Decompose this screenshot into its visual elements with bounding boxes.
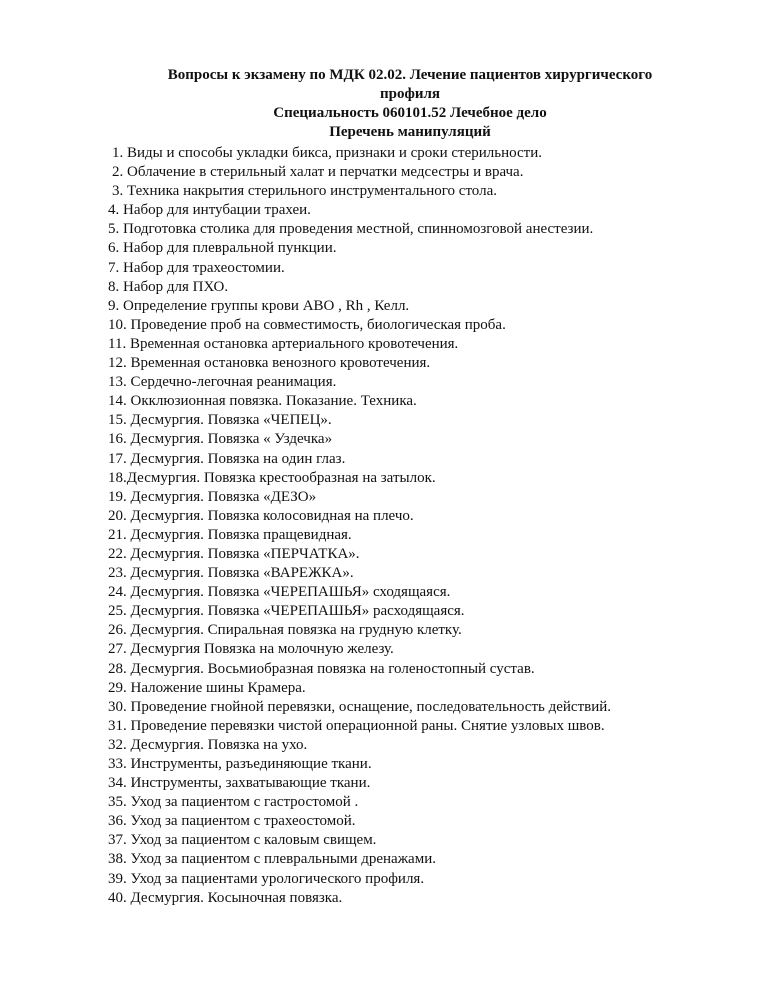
list-item: 7. Набор для трахеостомии. bbox=[108, 259, 285, 276]
list-item: 10. Проведение проб на совместимость, биологическая проба. bbox=[108, 316, 506, 333]
list-item: 28. Десмургия. Восьмиобразная повязка на голеностопный сустав. bbox=[108, 660, 535, 677]
list-item: 30. Проведение гнойной перевязки, оснащение, последовательность действий. bbox=[108, 698, 612, 715]
list-item: 34. Инструменты, захватывающие ткани. bbox=[108, 775, 371, 792]
list-item: 36. Уход за пациентом с трахеостомой. bbox=[108, 813, 356, 830]
list-item: 24. Десмургия. Повязка «ЧЕРЕПАШЬЯ» сходящаяся. bbox=[108, 584, 451, 601]
list-item: 25. Десмургия. Повязка «ЧЕРЕПАШЬЯ» расходящаяся. bbox=[108, 603, 465, 620]
list-item: 16. Десмургия. Повязка « Уздечка» bbox=[108, 431, 333, 448]
manipulations-list bbox=[108, 144, 728, 908]
list-item: 35. Уход за пациентом с гастростомой . bbox=[108, 794, 359, 811]
list-item: 22. Десмургия. Повязка «ПЕРЧАТКА». bbox=[108, 545, 360, 562]
list-item: 15. Десмургия. Повязка «ЧЕПЕЦ». bbox=[108, 412, 332, 429]
list-item: 26. Десмургия. Спиральная повязка на грудную клетку. bbox=[108, 622, 462, 639]
list-item: 6. Набор для плевральной пункции. bbox=[108, 240, 337, 257]
list-item: 9. Определение группы крови АВО , Rh , Келл. bbox=[108, 297, 410, 314]
list-item: 23. Десмургия. Повязка «ВАРЕЖКА». bbox=[108, 565, 354, 582]
list-item: 39. Уход за пациентами урологического профиля. bbox=[108, 870, 425, 887]
list-item: 17. Десмургия. Повязка на один глаз. bbox=[108, 450, 346, 467]
list-item: 27. Десмургия Повязка на молочную железу. bbox=[108, 641, 394, 658]
list-item: 20. Десмургия. Повязка колосовидная на плечо. bbox=[108, 507, 414, 524]
list-item: 3. Техника накрытия стерильного инструментального стола. bbox=[112, 183, 497, 200]
list-item: 13. Сердечно-легочная реанимация. bbox=[108, 374, 337, 391]
list-item: 32. Десмургия. Повязка на ухо. bbox=[108, 736, 308, 753]
list-item: 5. Подготовка столика для проведения местной, спинномозговой анестезии. bbox=[108, 221, 594, 238]
header-list-title: Перечень манипуляций bbox=[329, 124, 491, 140]
list-item: 1. Виды и способы укладки бикса, признаки и сроки стерильности. bbox=[112, 145, 542, 161]
list-item: 38. Уход за пациентом с плевральными дренажами. bbox=[108, 851, 436, 868]
document-header bbox=[110, 66, 710, 142]
list-item: 33. Инструменты, разъединяющие ткани. bbox=[108, 756, 372, 772]
list-item: 2. Облачение в стерильный халат и перчатки медсестры и врача. bbox=[112, 164, 524, 181]
list-item: 18.Десмургия. Повязка крестообразная на затылок. bbox=[108, 469, 436, 486]
list-item: 14. Окклюзионная повязка. Показание. Техника. bbox=[108, 393, 417, 410]
header-title-line1: Вопросы к экзамену по МДК 02.02. Лечение пациентов хирургического bbox=[167, 67, 653, 83]
list-item: 11. Временная остановка артериального кровотечения. bbox=[108, 335, 459, 352]
list-item: 21. Десмургия. Повязка пращевидная. bbox=[108, 526, 352, 543]
list-item: 12. Временная остановка венозного кровотечения. bbox=[108, 355, 431, 372]
list-item: 37. Уход за пациентом с каловым свищем. bbox=[108, 832, 377, 849]
list-item: 19. Десмургия. Повязка «ДЕЗО» bbox=[108, 488, 317, 505]
list-item: 31. Проведение перевязки чистой операционной раны. Снятие узловых швов. bbox=[108, 717, 605, 734]
list-item: 4. Набор для интубации трахеи. bbox=[108, 202, 311, 219]
list-item: 8. Набор для ПХО. bbox=[108, 278, 229, 295]
header-title-line2: профиля bbox=[379, 86, 441, 102]
list-item: 29. Наложение шины Крамера. bbox=[108, 679, 306, 696]
header-specialty: Специальность 060101.52 Лечебное дело bbox=[273, 105, 547, 121]
list-item: 40. Десмургия. Косыночная повязка. bbox=[108, 889, 343, 906]
